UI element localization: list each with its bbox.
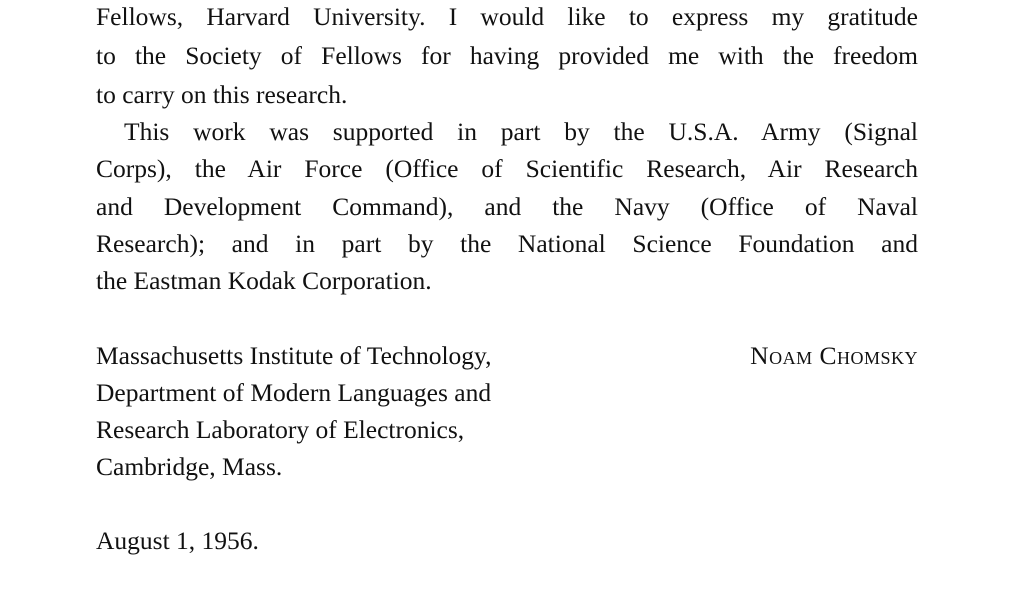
affiliation-line: Department of Modern Languages and: [96, 378, 492, 407]
paragraph-line: Fellows, Harvard University. I would like to express my gratitude: [96, 2, 918, 31]
affiliation-line: Research Laboratory of Electronics,: [96, 415, 465, 444]
paragraph-line: Corps), the Air Force (Office of Scientific Research, Air Research: [96, 154, 918, 183]
paragraph-line: the Eastman Kodak Corporation.: [96, 266, 432, 295]
paragraph-line: and Development Command), and the Navy (Office of Naval: [96, 192, 918, 221]
paragraph-line: to the Society of Fellows for having provided me with the freedom: [96, 41, 918, 70]
paragraph-line: This work was supported in part by the U.S.A. Army (Signal: [124, 117, 918, 146]
paragraph-line: to carry on this research.: [96, 80, 348, 109]
affiliation-line: Cambridge, Mass.: [96, 452, 283, 481]
date: August 1, 1956.: [96, 526, 259, 555]
paragraph-line: Research); and in part by the National Science Foundation and: [96, 229, 918, 258]
affiliation-line: Massachusetts Institute of Technology,: [96, 341, 492, 370]
author-name: Noam Chomsky: [750, 341, 918, 370]
